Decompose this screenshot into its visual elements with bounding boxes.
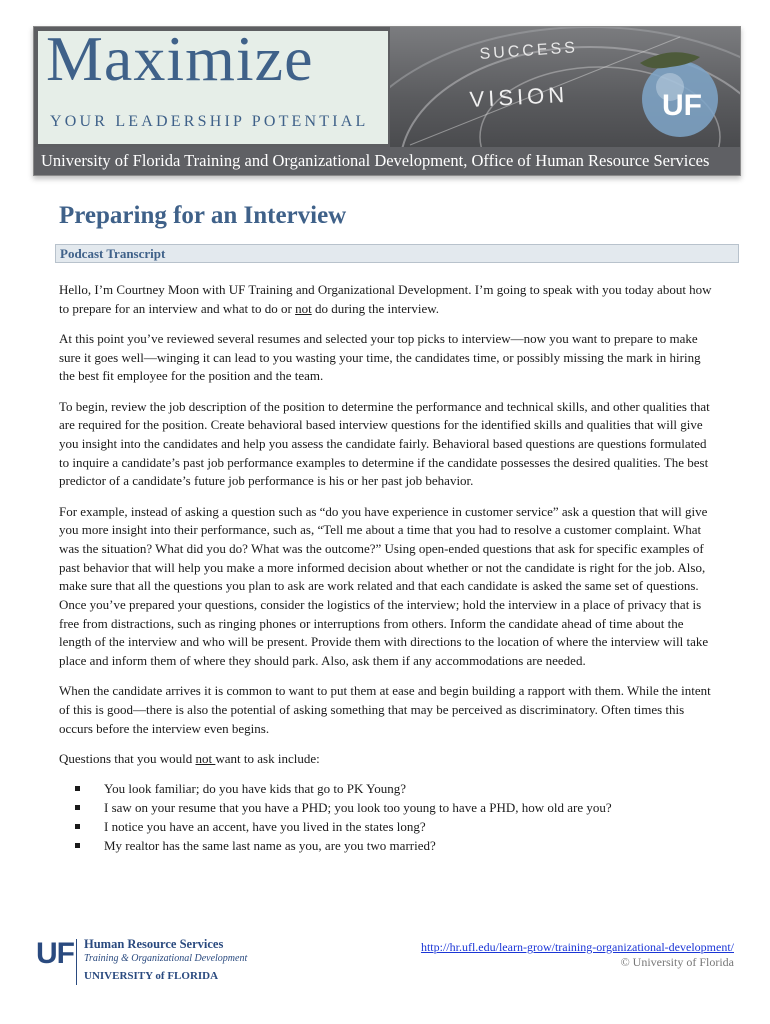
transcript-body bbox=[59, 281, 719, 855]
paragraph-intro-text: Hello, I’m Courtney Moon with UF Training and Organizational Development. I’m going to speak with you today about how to prepare for an interview and what to do or bbox=[59, 282, 712, 316]
bullet-icon bbox=[75, 843, 80, 848]
questions-list bbox=[59, 780, 719, 855]
list-item-text: My realtor has the same last name as you, are you two married? bbox=[104, 837, 436, 853]
underlined-not-2: not bbox=[195, 750, 216, 766]
logo-divider bbox=[76, 939, 77, 985]
list-item bbox=[75, 780, 719, 799]
hr-services-logo bbox=[36, 935, 256, 990]
paragraph-intro bbox=[59, 281, 719, 318]
banner-photo-illustration bbox=[390, 27, 740, 147]
paragraph-review: At this point you’ve reviewed several resumes and selected your top picks to interview—now you want to prepare to make sure it goes well—winging it can lead to you wasting your time, the candidates time, or possibly missing the mark in hiring the best fit employee for the position and the team. bbox=[59, 330, 701, 384]
banner-photo bbox=[390, 27, 740, 147]
list-item-text: I saw on your resume that you have a PHD; you look too young to have a PHD, how old are you? bbox=[104, 799, 612, 815]
page-title: Preparing for an Interview bbox=[59, 202, 347, 229]
list-item-text: You look familiar; do you have kids that go to PK Young? bbox=[104, 781, 407, 797]
list-item bbox=[75, 818, 719, 837]
bullet-icon bbox=[75, 805, 80, 810]
paragraph-intro-end: do during the interview. bbox=[311, 300, 440, 316]
bullet-icon bbox=[75, 786, 80, 791]
photo-word-success: SUCCESS bbox=[479, 39, 579, 63]
photo-word-vision: VISION bbox=[468, 81, 569, 112]
paragraph-questions-intro bbox=[59, 750, 719, 769]
header-banner bbox=[33, 26, 741, 176]
logo-line-hr: Human Resource Services bbox=[84, 937, 224, 951]
uf-logo-mark: UF bbox=[36, 937, 74, 970]
banner-subtitle: YOUR LEADERSHIP POTENTIAL bbox=[50, 113, 369, 130]
list-item-text: I notice you have an accent, have you lived in the states long? bbox=[104, 818, 426, 834]
list-item bbox=[75, 799, 719, 818]
tod-website-link[interactable]: http://hr.ufl.edu/learn-grow/training-organizational-development/ bbox=[420, 940, 734, 954]
paragraph-begin: To begin, review the job description of the position to determine the performance and technical skills, and other qualities that are required for the position. Create behavioral based interview questions for the identified skills and qualities that will give you insight into the candidates and help you assess the candidate fairly. Behavioral based questions are questions formulated to inquire a candidate’s past job performance examples to determine if the candidate possesses the desired qualities. The best predictor of a candidate’s future job performance is his or her past job behavior. bbox=[59, 398, 710, 489]
logo-line-tod: Training & Organizational Development bbox=[84, 953, 248, 964]
paragraph-arrival: When the candidate arrives it is common to want to put them at ease and begin building a rapport with them. While the intent of this is good—there is also the potential of asking something that may be perceived as discriminatory. Often times this occurs before the interview even begins. bbox=[59, 683, 711, 736]
section-bar bbox=[55, 244, 739, 263]
paragraph-example: For example, instead of asking a question such as “do you have experience in customer service” ask a question that will give you more insight into their performance, such as, “Tell me about a time that you had to resolve a customer complaint. What was the situation? What did you do? What was the outcome?” Using open-ended questions that ask for specific examples of past behavior that will help you make a more informed decision about whether or not the candidate is right for the job. Also, make sure that all the questions you plan to ask are work related and that each candidate is asked the same set of questions. Once you’ve prepared your questions, consider the logistics of the interview; hold the interview in a place of privacy that is free from distractions, such as ringing phones or interruptions from others. Inform the candidate ahead of time about the length of the interview and who will be present. Provide them with directions to the location of where the interview will take place and inform them of where they should park. Also, ask them if any accommodations are needed. bbox=[59, 503, 709, 669]
banner-strip: University of Florida Training and Organizational Development, Office of Human Resource Services bbox=[34, 147, 740, 175]
logo-line-uf: UNIVERSITY of FLORIDA bbox=[84, 970, 219, 982]
questions-intro-text: Questions that you would bbox=[59, 750, 196, 766]
questions-intro-end: want to ask include: bbox=[215, 750, 320, 766]
underlined-not: not bbox=[295, 300, 312, 316]
banner-title-panel bbox=[38, 26, 388, 144]
list-item bbox=[75, 837, 719, 856]
section-label: Podcast Transcript bbox=[60, 246, 166, 261]
copyright: © University of Florida bbox=[620, 955, 734, 969]
banner-title: Maximize bbox=[46, 26, 314, 94]
photo-uf-logo: UF bbox=[662, 89, 702, 122]
bullet-icon bbox=[75, 824, 80, 829]
